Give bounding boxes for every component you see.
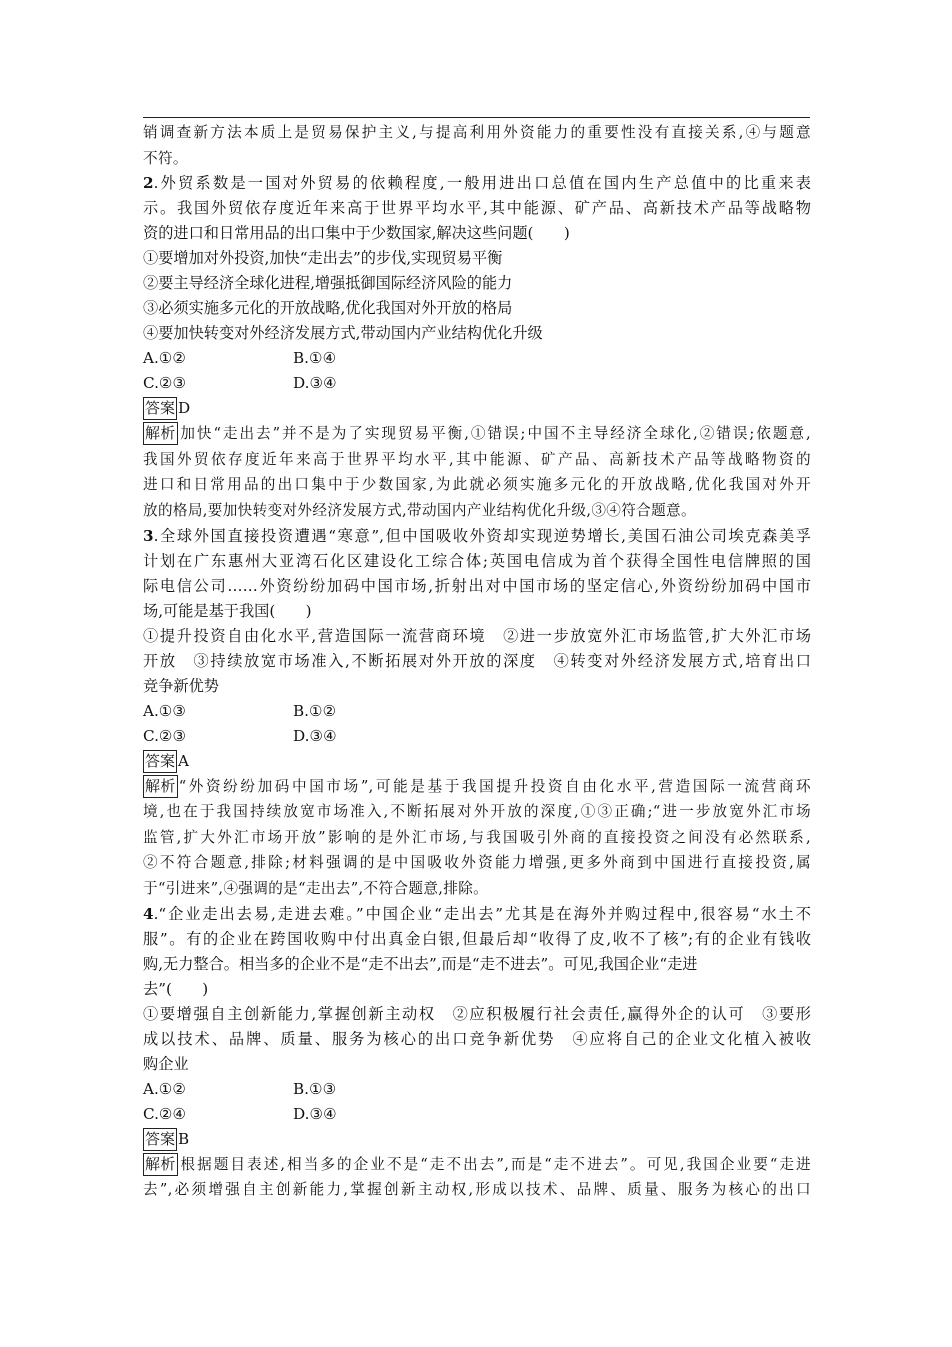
q2-explanation-line: 我国外贸依存度近年来高于世界平均水平,其中能源、矿产品、高新技术产品等战略物资的 (143, 450, 811, 468)
q2-answer (143, 396, 811, 421)
q4-options-row (143, 1102, 811, 1127)
q3-explanation-line: 于“引进来”,④强调的是“走出去”,不符合题意,排除。 (143, 879, 489, 897)
q3-option-d: D.③④ (293, 726, 337, 745)
q4-stem-line: 购,无力整合。相当多的企业不是“走不出去”,而是“走不进去”。可见,我国企业“走进 (143, 954, 698, 973)
q4-explanation-line: 解析 根据题目表述,相当多的企业不是“走不出去”,而是“走不进去”。可见,我国企业要“走进 (143, 1152, 811, 1178)
prev-explanation-line: 销调查新方法本质上是贸易保护主义,与提高利用外资能力的重要性没有直接关系,④与题意 (143, 124, 811, 141)
q4-options-row (143, 1077, 811, 1102)
q4-option-c: C.②④ (143, 1104, 187, 1123)
page-content (143, 120, 811, 1203)
q4-answer (143, 1127, 811, 1152)
q4-statement-line: 成以技术、品牌、质量、服务为核心的出口竞争新优势 ④应将自己的企业文化植入被收 (143, 1029, 811, 1048)
q3-options-row (143, 724, 811, 749)
q3-stem-line: 场,可能是基于我国( ) (143, 601, 312, 620)
q4-option-a: A.①② (143, 1079, 187, 1098)
q3-number: 3 (143, 526, 154, 545)
q2-option-a: A.①② (143, 349, 187, 368)
q4-answer-value: B (178, 1129, 190, 1148)
q2-stem-line: 资的进口和日常用品的出口集中于少数国家,解决这些问题( ) (143, 224, 570, 243)
explanation-label: 解析 (143, 775, 178, 798)
q2-statement: ③必须实施多元化的开放战略,优化我国对外开放的格局 (143, 299, 513, 318)
q3-explanation-line: 监管,扩大外汇市场开放”影响的是外汇市场,与我国吸引外商的直接投资之间没有必然联系, (143, 828, 811, 846)
q3-stem-line: 际电信公司……外资纷纷加码中国市场,折射出对中国市场的坚定信心,外资纷纷加码中国市 (143, 576, 811, 595)
header-rule (143, 117, 810, 118)
explanation-label: 解析 (143, 1153, 178, 1176)
q3-statement-line: ①提升投资自由化水平,营造国际一流营商环境 ②进一步放宽外汇市场监管,扩大外汇市场 (143, 626, 811, 645)
q4-explanation-line: 去”,必须增强自主创新能力,掌握创新主动权,形成以技术、品牌、质量、服务为核心的出口 (143, 1181, 811, 1199)
explanation-label: 解析 (143, 422, 178, 445)
q2-stem-line: 2.外贸系数是一国对外贸易的依赖程度,一般用进出口总值在国内生产总值中的比重来表 (143, 174, 811, 193)
q3-stem-line: 3.全球外国直接投资遭遇“寒意”,但中国吸收外资却实现逆势增长,美国石油公司埃克森美孚 (143, 526, 811, 545)
q3-statement-line: 竞争新优势 (143, 676, 219, 695)
answer-label: 答案 (143, 397, 177, 420)
answer-label: 答案 (143, 750, 177, 773)
q2-option-d: D.③④ (293, 374, 337, 393)
q4-number: 4 (143, 904, 154, 923)
q4-stem-line: 去”( ) (143, 979, 209, 998)
q3-explanation-line: ②不符合题意,排除;材料强调的是中国吸收外资能力增强,更多外商到中国进行直接投资,属 (143, 854, 811, 872)
q2-statement: ①要增加对外投资,加快“走出去”的步伐,实现贸易平衡 (143, 249, 503, 268)
q2-number: 2 (143, 174, 154, 193)
q4-statement-line: 购企业 (143, 1054, 189, 1073)
q2-options-row (143, 371, 811, 396)
q3-answer-value: A (178, 751, 189, 770)
q2-options-row (143, 346, 811, 371)
q3-options-row (143, 699, 811, 724)
q2-statement: ②要主导经济全球化进程,增强抵御国际经济风险的能力 (143, 274, 513, 293)
q4-option-d: D.③④ (293, 1104, 337, 1123)
q2-explanation-line: 进口和日常用品的出口集中于少数国家,为此就必须实施多元化的开放战略,优化我国对外开 (143, 476, 811, 494)
q2-statement: ④要加快转变对外经济发展方式,带动国内产业结构优化升级 (143, 324, 543, 343)
q3-option-a: A.①③ (143, 701, 187, 720)
q3-stem-line: 计划在广东惠州大亚湾石化区建设化工综合体;英国电信成为首个获得全国性电信牌照的国 (143, 551, 811, 570)
q3-option-c: C.②③ (143, 726, 187, 745)
q3-statement-line: 开放 ③持续放宽市场准入,不断拓展对外开放的深度 ④转变对外经济发展方式,培育出口 (143, 651, 811, 670)
q2-answer-value: D (178, 399, 191, 418)
q2-explanation-line: 放的格局,要加快转变对外经济发展方式,带动国内产业结构优化升级,③④符合题意。 (143, 501, 696, 519)
answer-label: 答案 (143, 1128, 177, 1151)
prev-explanation-line: 不符。 (143, 149, 188, 167)
q2-option-b: B.①④ (293, 349, 337, 368)
q4-stem-line: 4.“企业走出去易,走进去难。”中国企业“走出去”尤其是在海外并购过程中,很容易“水土不 (143, 904, 811, 923)
q2-stem-line: 示。我国外贸依存度近年来高于世界平均水平,其中能源、矿产品、高新技术产品等战略物 (143, 199, 811, 218)
q3-explanation-line: 境,也在于我国持续放宽市场准入,不断拓展对外开放的深度,①③正确;“进一步放宽外汇市场 (143, 803, 811, 821)
q2-option-c: C.②③ (143, 374, 187, 393)
q3-explanation-line: 解析 “外资纷纷加码中国市场”,可能是基于我国提升投资自由化水平,营造国际一流营商环 (143, 774, 811, 800)
q3-answer (143, 749, 811, 774)
q4-statement-line: ①要增强自主创新能力,掌握创新主动权 ②应积极履行社会责任,赢得外企的认可 ③要形 (143, 1004, 811, 1023)
q2-explanation-line: 解析 加快“走出去”并不是为了实现贸易平衡,①错误;中国不主导经济全球化,②错误;依题意, (143, 421, 811, 447)
q4-stem-line: 服”。有的企业在跨国收购中付出真金白银,但最后却“收得了皮,收不了核”;有的企业有钱收 (143, 929, 811, 948)
q3-option-b: B.①② (293, 701, 337, 720)
q4-option-b: B.①③ (293, 1079, 337, 1098)
